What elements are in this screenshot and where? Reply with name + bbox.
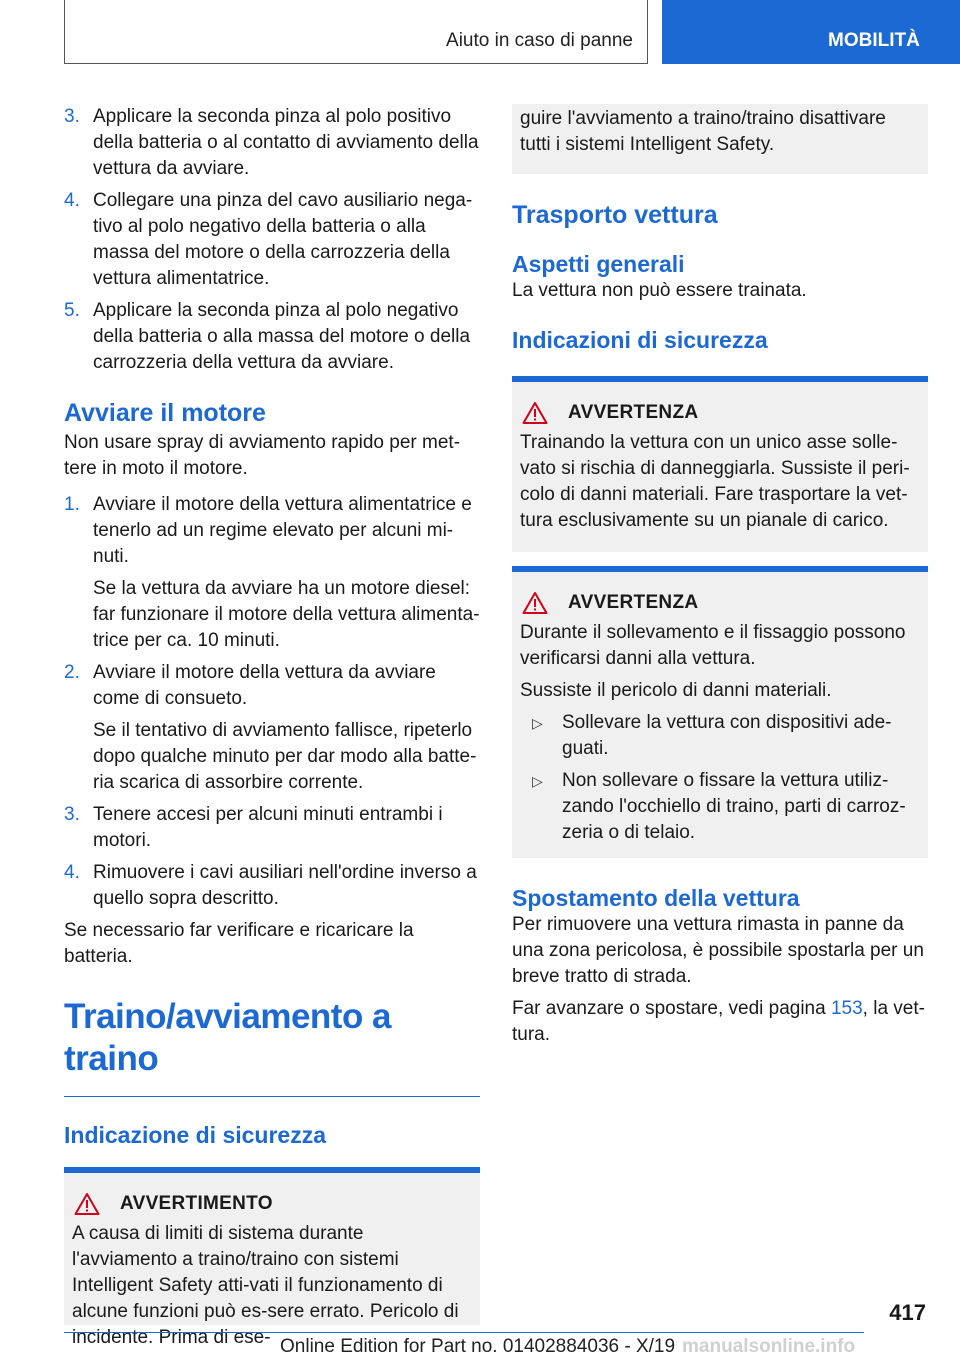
warning-triangle-icon: [522, 591, 548, 615]
section-heading-safety: Indicazione di sicurezza: [64, 1122, 327, 1148]
page-number: 417: [889, 1300, 926, 1325]
list-item: 3. Applicare la seconda pinza al polo positivo della batteria o al contatto di avviamento della vettura da avviare.: [64, 106, 479, 179]
list-item: 4. Rimuovere i cavi ausiliari nell'ordine inverso a quello sopra descritto.: [64, 862, 477, 909]
chapter-label: MOBILITÀ: [828, 30, 920, 51]
warning-text: Sussiste il pericolo di danni materiali.: [520, 680, 832, 701]
subheading-move: Spostamento della vettura: [512, 885, 800, 911]
list-item: ▷ Sollevare la vettura con dispositivi ade‐guati.: [532, 712, 892, 759]
warning-text: guire l'avviamento a traino/traino disattivare tutti i sistemi Intelligent Safety.: [520, 108, 886, 155]
divider: [64, 1096, 480, 1097]
subheading-general: Aspetti generali: [512, 251, 685, 277]
chapter-title: Traino/avviamento a traino: [64, 997, 392, 1078]
subheading-safety: Indicazioni di sicurezza: [512, 327, 768, 353]
warning-triangle-icon: [74, 1192, 100, 1216]
steps-list-connect: [64, 104, 480, 376]
paragraph: La vettura non può essere trainata.: [512, 280, 807, 301]
chapter-heading-block: [64, 996, 480, 1097]
chapter-tab: [662, 0, 960, 64]
warning-text: Durante il sollevamento e il fissaggio possono verificarsi danni alla vettura.: [520, 622, 906, 669]
watermark: manualsonline.info: [682, 1336, 856, 1357]
section-heading-transport: Trasporto vettura: [512, 201, 718, 229]
section-title: Aiuto in caso di panne: [446, 30, 633, 51]
warning-bar: [512, 566, 928, 572]
warning-bar: [512, 376, 928, 382]
bullet-triangle-icon: ▷: [532, 773, 543, 789]
edition-text: Online Edition for Part no. 01402884036 - X/19: [280, 1336, 676, 1357]
paragraph: Se necessario far verificare e ricaricare la batteria.: [64, 920, 414, 967]
warning-title: AVVERTIMENTO: [120, 1193, 273, 1214]
warning-title: AVVERTENZA: [568, 402, 699, 423]
warning-box: [512, 376, 928, 552]
list-item: 4. Collegare una pinza del cavo ausiliario nega‐tivo al polo negativo della batteria o alla massa del motore o della carrozzeria della vettura alimentatrice.: [64, 190, 473, 289]
warning-box: [512, 566, 928, 858]
left-column: [64, 104, 480, 1348]
list-item: 3. Tenere accesi per alcuni minuti entrambi i motori.: [64, 804, 443, 851]
warning-text: A causa di limiti di sistema durante l'avviamento a traino/traino con sistemi Intelligent Safety atti‐vati il funzionamento di alcune funzioni può es‐sere errato. Pericolo di incidente. Prima di ese‐: [72, 1223, 459, 1348]
steps-list-start: [64, 492, 480, 912]
list-item: 1. Avviare il motore della vettura alimentatrice e tenerlo ad un regime elevato per alcuni mi‐nuti. Se la vettura da avviare ha un motore diesel: far funzionare il motore della vettura alimenta‐trice per ca. 10 minuti.: [64, 494, 480, 651]
warning-bar: [64, 1167, 480, 1173]
paragraph: Far avanzare o spostare, vedi pagina 153, la vet‐tura.: [512, 998, 925, 1045]
section-heading-avviare: Avviare il motore: [64, 399, 266, 427]
paragraph: Per rimuovere una vettura rimasta in panne da una zona pericolosa, è possibile spostarla per un breve tratto di strada.: [512, 914, 924, 987]
warning-box: [64, 1167, 480, 1348]
running-header: [64, 0, 648, 64]
right-column: [512, 104, 928, 1054]
warning-title: AVVERTENZA: [568, 592, 699, 613]
page-reference-link[interactable]: 153: [830, 998, 863, 1019]
warning-box-continued: [512, 104, 928, 174]
warning-text: Trainando la vettura con un unico asse solle‐vato si rischia di danneggiarla. Sussiste il peri‐colo di danni materiali. Fare trasportare la vet‐tura esclusivamente su un pianale di carico.: [520, 432, 910, 531]
paragraph: Non usare spray di avviamento rapido per met‐tere in moto il motore.: [64, 432, 461, 479]
warning-triangle-icon: [522, 401, 548, 425]
bullet-triangle-icon: ▷: [532, 715, 543, 731]
list-item: ▷ Non sollevare o fissare la vettura utiliz‐zando l'occhiello di traino, parti di carroz‐zeria o di telaio.: [532, 770, 906, 843]
list-item: 5. Applicare la seconda pinza al polo negativo della batteria o alla massa del motore o della carrozzeria della vettura da avviare.: [64, 300, 471, 373]
list-item: 2. Avviare il motore della vettura da avviare come di consueto. Se il tentativo di avviamento fallisce, ripeterlo dopo qualche minuto per dar modo alla batte‐ria scarica di assorbire corrente.: [64, 662, 477, 793]
footer-divider: [64, 1332, 864, 1333]
